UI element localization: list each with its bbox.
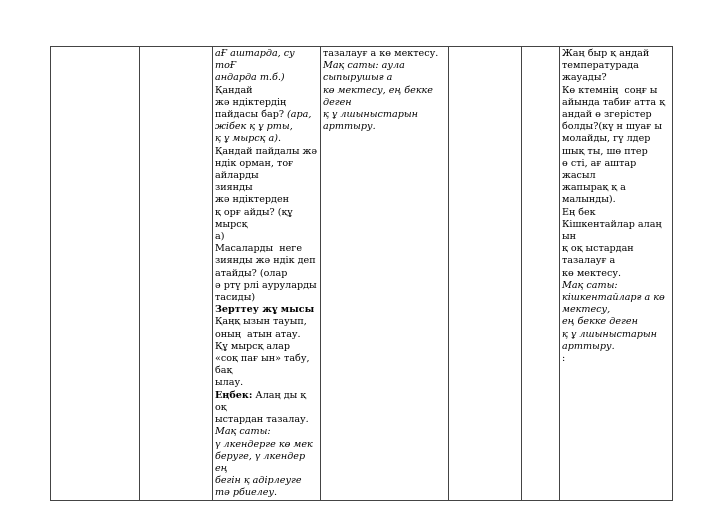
text-run: ө сті, ағ аштар жасыл	[562, 157, 640, 182]
text-line	[215, 341, 318, 353]
table-cell-col-7	[560, 47, 673, 501]
text-run: Масаларды неге	[215, 243, 303, 255]
text-run: сыпырушығ а	[323, 72, 393, 84]
text-line	[215, 280, 318, 292]
text-run: Мақ саты:	[562, 279, 618, 291]
text-line	[562, 243, 670, 255]
text-line	[215, 292, 318, 304]
text-line	[562, 353, 670, 365]
text-line	[562, 121, 670, 133]
text-line	[215, 243, 318, 255]
text-run: зиянды жә ндік деп	[215, 255, 316, 267]
text-line	[562, 255, 670, 267]
text-line	[215, 426, 318, 438]
text-run: зиянды	[215, 182, 253, 194]
text-run: Құ мырсқ алар	[215, 340, 291, 352]
text-line	[562, 219, 670, 231]
text-run: Қаңқ ызын тауып,	[215, 316, 307, 328]
text-line	[562, 60, 670, 72]
text-line	[323, 60, 446, 72]
table-row	[51, 47, 673, 501]
text-run: кө мектесу, ең бекке	[323, 84, 433, 96]
text-run: (ара,	[287, 109, 312, 121]
text-line	[562, 158, 670, 182]
text-run: қ ұ лшыныстарын	[562, 328, 657, 340]
text-line	[215, 390, 318, 414]
text-run: айларды	[215, 170, 259, 182]
text-run: қ ұ лшыныстарын	[323, 109, 418, 121]
text-run: ең бекке деген	[562, 316, 638, 328]
table-cell-col-2	[140, 47, 213, 501]
text-line	[323, 48, 446, 60]
text-run: тә рбиелеу.	[215, 487, 278, 499]
text-run: қ оқ ыстардан	[562, 243, 634, 255]
text-run: «соқ пағ ын» табу, бақ	[215, 353, 313, 377]
text-run: тазалауғ а	[562, 255, 616, 267]
text-run: Еңбек:	[215, 389, 253, 401]
text-run: ә ртү рлі ауруларды	[215, 279, 317, 291]
text-line	[215, 182, 318, 194]
text-run: жібек қ ұ рты,	[215, 121, 293, 133]
text-line	[562, 182, 670, 194]
text-line	[215, 439, 318, 451]
text-line	[562, 194, 670, 206]
text-run: Жаң быр қ андай	[562, 48, 650, 59]
text-run: шық ты, шө птер	[562, 145, 648, 157]
text-run: ын	[562, 231, 577, 243]
text-run: қ ұ мырсқ а).	[215, 133, 282, 145]
text-run: аҒ аштарда, су тоҒ	[215, 48, 298, 72]
text-line	[215, 194, 318, 206]
text-line	[215, 268, 318, 280]
text-run: оның атын атау.	[215, 328, 301, 340]
text-run: беруге, ү лкендер ең	[215, 450, 312, 474]
text-run: Алаң ды қ оқ	[215, 389, 310, 413]
text-line	[323, 121, 446, 133]
text-run: Кішкентайлар алаң	[562, 218, 662, 230]
text-run: жауады?	[562, 72, 607, 84]
text-line	[215, 255, 318, 267]
text-line	[323, 72, 446, 84]
text-run: пайдасы бар?	[215, 109, 288, 121]
table-cell-col-6	[522, 47, 560, 501]
text-run: малынды).	[562, 194, 616, 206]
text-line	[323, 85, 446, 97]
text-run: андай ө згерістер	[562, 109, 652, 121]
text-run: ндік орман, тоғ	[215, 157, 294, 169]
text-run: андарда т.б.)	[215, 72, 285, 84]
text-line	[215, 109, 318, 121]
text-line	[562, 231, 670, 243]
text-line	[562, 316, 670, 328]
text-line	[215, 133, 318, 145]
text-run: а)	[215, 231, 225, 243]
text-run: жә ндіктердің	[215, 96, 287, 108]
text-run: арттыру.	[323, 121, 376, 133]
text-line	[562, 146, 670, 158]
text-line	[562, 268, 670, 280]
lesson-plan-table	[50, 46, 673, 501]
text-run: кішкентайларғ а кө	[562, 292, 665, 304]
text-run: Зерттеу жұ мысы	[215, 304, 315, 316]
text-run: ыстардан тазалау.	[215, 414, 309, 426]
text-run: жә ндіктерден	[215, 194, 290, 206]
table-cell-col-5	[449, 47, 522, 501]
text-line	[562, 133, 670, 145]
text-run: Мақ саты:	[215, 426, 271, 438]
text-run: деген	[323, 96, 352, 108]
text-run: Қандай	[215, 84, 253, 96]
text-run: атайды? (олар	[215, 267, 288, 279]
text-line	[215, 121, 318, 133]
text-line	[215, 48, 318, 72]
text-run: тасиды)	[215, 292, 256, 304]
text-line	[562, 304, 670, 316]
text-line	[215, 85, 318, 97]
text-run: арттыру.	[562, 340, 615, 352]
text-line	[562, 292, 670, 304]
text-line	[215, 158, 318, 170]
text-line	[215, 414, 318, 426]
text-line	[215, 72, 318, 84]
text-line	[215, 207, 318, 231]
text-line	[215, 316, 318, 328]
text-run: қ орғ айды? (құ мырсқ	[215, 206, 296, 230]
text-run: ылау.	[215, 377, 244, 389]
text-line	[323, 97, 446, 109]
text-run: кө мектесу.	[562, 267, 622, 279]
text-line	[215, 329, 318, 341]
text-line	[562, 48, 670, 60]
text-line	[323, 109, 446, 121]
text-run: Қандай пайдалы жә	[215, 145, 318, 157]
text-run: ү лкендерге кө мек	[215, 438, 313, 450]
text-line	[215, 353, 318, 377]
text-line	[215, 170, 318, 182]
text-line	[562, 109, 670, 121]
text-line	[562, 280, 670, 292]
text-line	[562, 329, 670, 341]
text-line	[215, 451, 318, 475]
text-line	[215, 231, 318, 243]
text-line	[215, 487, 318, 499]
text-run: температурада	[562, 60, 639, 72]
text-line	[215, 475, 318, 487]
text-run: айында табиғ атта қ	[562, 96, 666, 108]
text-run: жапырақ қ а	[562, 182, 626, 194]
table-cell-col-3	[213, 47, 321, 501]
text-line	[215, 97, 318, 109]
text-line	[562, 207, 670, 219]
text-line	[562, 341, 670, 353]
text-run: мектесу,	[562, 304, 611, 316]
text-run: Мақ саты: аула	[323, 60, 405, 72]
text-line	[562, 72, 670, 84]
text-run: молайды, гү лдер	[562, 133, 651, 145]
text-line	[215, 377, 318, 389]
text-run: Ең бек	[562, 206, 596, 218]
text-line	[215, 146, 318, 158]
text-line	[562, 85, 670, 97]
text-run: Кө ктемнің соңғ ы	[562, 84, 658, 96]
text-run: болды?(кү н шуағ ы	[562, 121, 662, 133]
text-line	[562, 97, 670, 109]
table-cell-col-1	[51, 47, 140, 501]
text-run: бегін қ адірлеуге	[215, 475, 302, 487]
table-cell-col-4	[321, 47, 449, 501]
text-line	[215, 304, 318, 316]
text-run: тазалауғ а кө мектесу.	[323, 48, 439, 59]
text-run: :	[562, 353, 566, 365]
